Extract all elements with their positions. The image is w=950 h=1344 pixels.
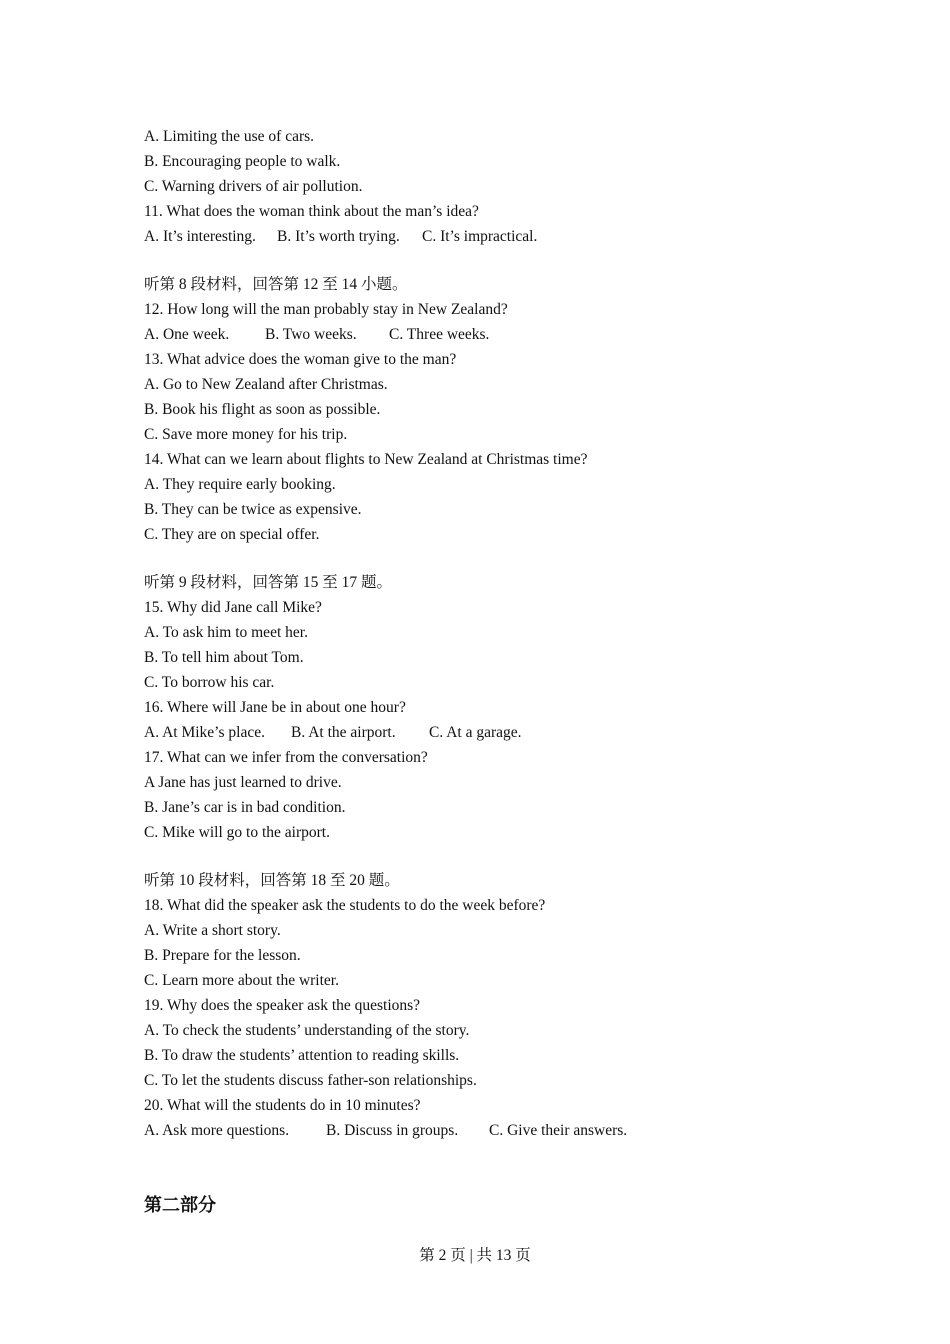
section-8-heading: 听第 8 段材料，回答第 12 至 14 小题。 (144, 276, 408, 293)
option-line: A. Go to New Zealand after Christmas. (144, 376, 388, 393)
option-line: C. They are on special offer. (144, 526, 320, 543)
option-c: C. At a garage. (429, 724, 522, 741)
option-b: B. It’s worth trying. (277, 228, 400, 245)
listening-questions (144, 124, 844, 1143)
option-line: C. Save more money for his trip. (144, 426, 348, 443)
option-line: B. Prepare for the lesson. (144, 947, 301, 964)
question-20-options (144, 1118, 844, 1143)
option-a: A. At Mike’s place. (144, 724, 265, 741)
option-c: C. It’s impractical. (422, 228, 538, 245)
option-a: A. It’s interesting. (144, 228, 256, 245)
option-line: B. Book his flight as soon as possible. (144, 401, 381, 418)
option-c: C. Give their answers. (489, 1122, 628, 1139)
question-14: 14. What can we learn about flights to New Zealand at Christmas time? (144, 451, 588, 468)
option-a: A. Ask more questions. (144, 1122, 290, 1139)
question-15: 15. Why did Jane call Mike? (144, 599, 322, 616)
option-line: A. To ask him to meet her. (144, 624, 308, 641)
option-line: C. Mike will go to the airport. (144, 824, 330, 841)
option-line: B. Encouraging people to walk. (144, 153, 341, 170)
question-17: 17. What can we infer from the conversation? (144, 749, 428, 766)
option-b: B. Two weeks. (265, 326, 357, 343)
option-line: C. To let the students discuss father-son relationships. (144, 1072, 477, 1089)
part-two-title: 第二部分 (144, 1195, 216, 1216)
option-c: C. Three weeks. (389, 326, 490, 343)
question-10-options (144, 124, 844, 199)
option-line: C. Learn more about the writer. (144, 972, 339, 989)
option-a: A. One week. (144, 326, 230, 343)
question-12: 12. How long will the man probably stay in New Zealand? (144, 301, 508, 318)
option-line: C. Warning drivers of air pollution. (144, 178, 363, 195)
question-18: 18. What did the speaker ask the students to do the week before? (144, 897, 546, 914)
option-line: B. Jane’s car is in bad condition. (144, 799, 346, 816)
question-19: 19. Why does the speaker ask the questions? (144, 997, 421, 1014)
option-b: B. Discuss in groups. (326, 1122, 459, 1139)
option-line: C. To borrow his car. (144, 674, 275, 691)
question-11: 11. What does the woman think about the man’s idea? (144, 203, 479, 220)
option-line: A. Limiting the use of cars. (144, 128, 315, 145)
option-line: A. To check the students’ understanding of the story. (144, 1022, 470, 1039)
page-footer: 第 2 页 | 共 13 页 (419, 1247, 531, 1264)
section-10-heading: 听第 10 段材料，回答第 18 至 20 题。 (144, 872, 400, 889)
section-9-heading: 听第 9 段材料，回答第 15 至 17 题。 (144, 574, 393, 591)
option-line: B. To draw the students’ attention to reading skills. (144, 1047, 460, 1064)
option-line: A. Write a short story. (144, 922, 281, 939)
option-line: B. They can be twice as expensive. (144, 501, 362, 518)
question-11-options (144, 224, 844, 249)
question-16: 16. Where will Jane be in about one hour? (144, 699, 406, 716)
question-16-options (144, 720, 844, 745)
question-20: 20. What will the students do in 10 minutes? (144, 1097, 421, 1114)
option-line: A Jane has just learned to drive. (144, 774, 342, 791)
option-b: B. At the airport. (291, 724, 396, 741)
question-12-options (144, 322, 844, 347)
option-line: B. To tell him about Tom. (144, 649, 304, 666)
option-line: A. They require early booking. (144, 476, 336, 493)
question-13: 13. What advice does the woman give to the man? (144, 351, 457, 368)
